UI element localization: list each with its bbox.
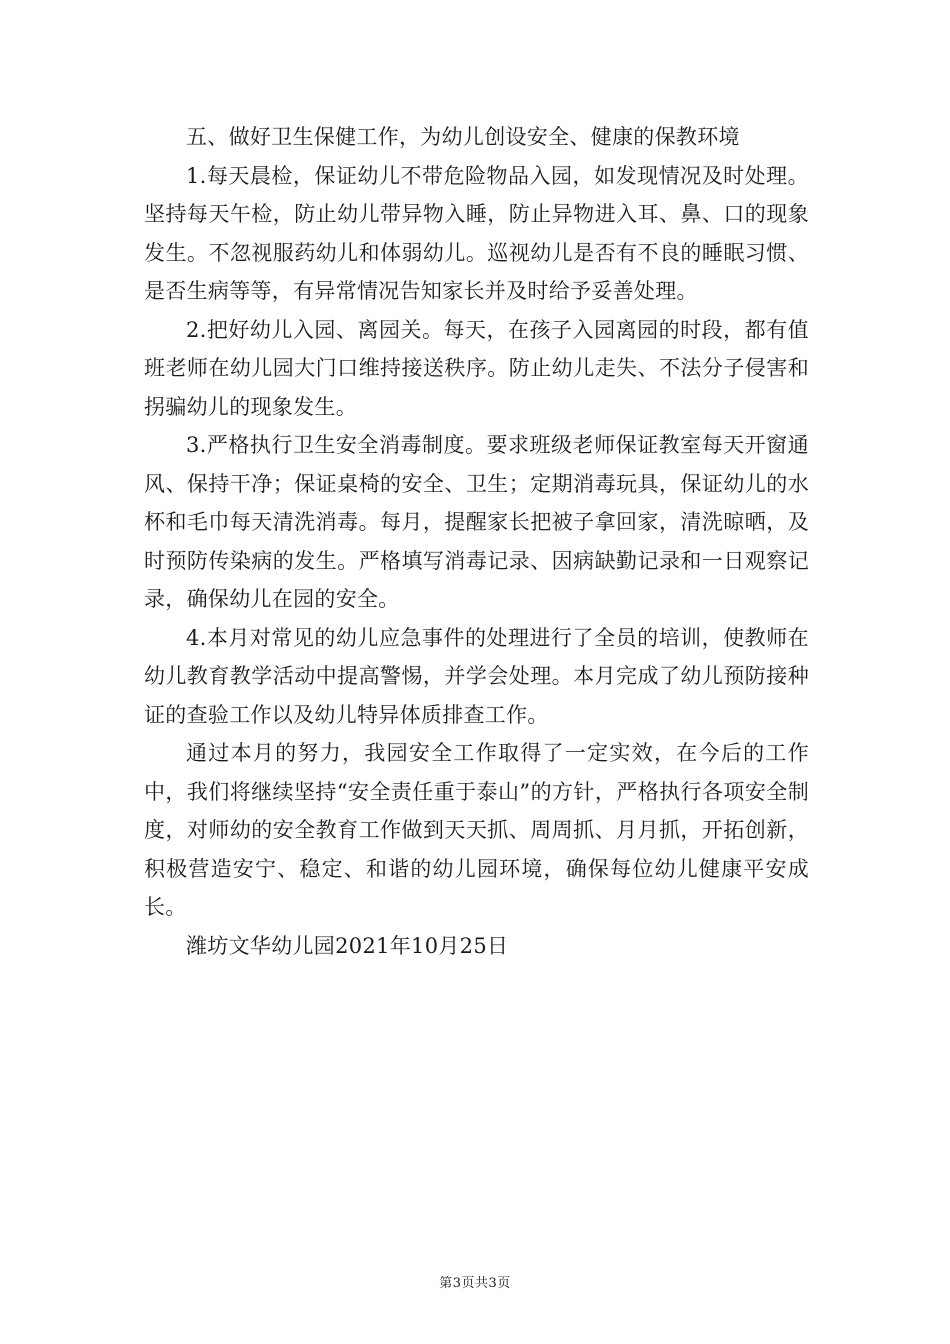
conclusion-paragraph: 通过本月的努力，我园安全工作取得了一定实效，在今后的工作中，我们将继续坚持“安全责任重于泰山”的方针，严格执行各项安全制度，对师幼的安全教育工作做到天天抓、周周抓、月月抓，开拓创新，积极营造安宁、稳定、和谐的幼儿园环境，确保每位幼儿健康平安成长。	[144, 741, 809, 919]
section-heading: 五、做好卫生保健工作，为幼儿创设安全、健康的保教环境	[186, 125, 740, 149]
paragraph-item-2: 2.把好幼儿入园、离园关。每天，在孩子入园离园的时段，都有值班老师在幼儿园大门口维持接送秩序。防止幼儿走失、不法分子侵害和拐骗幼儿的现象发生。	[144, 317, 809, 419]
paragraph-item-4: 4.本月对常见的幼儿应急事件的处理进行了全员的培训，使教师在幼儿教育教学活动中提高警惕，并学会处理。本月完成了幼儿预防接种证的查验工作以及幼儿特异体质排查工作。	[144, 625, 809, 727]
paragraph-item-1: 1.每天晨检，保证幼儿不带危险物品入园，如发现情况及时处理。坚持每天午检，防止幼儿带异物入睡，防止异物进入耳、鼻、口的现象发生。不忽视服药幼儿和体弱幼儿。巡视幼儿是否有不良的睡眠习惯、是否生病等等，有异常情况告知家长并及时给予妥善处理。	[144, 163, 809, 303]
paragraph-item-3: 3.严格执行卫生安全消毒制度。要求班级老师保证教室每天开窗通风、保持干净；保证桌椅的安全、卫生；定期消毒玩具，保证幼儿的水杯和毛巾每天清洗消毒。每月，提醒家长把被子拿回家，清洗晾晒，及时预防传染病的发生。严格填写消毒记录、因病缺勤记录和一日观察记录，确保幼儿在园的安全。	[144, 433, 809, 611]
signature-date: 潍坊文华幼儿园2021年10月25日	[186, 933, 509, 958]
document-body	[144, 118, 809, 965]
page-number: 第3页共3页	[439, 1276, 511, 1291]
